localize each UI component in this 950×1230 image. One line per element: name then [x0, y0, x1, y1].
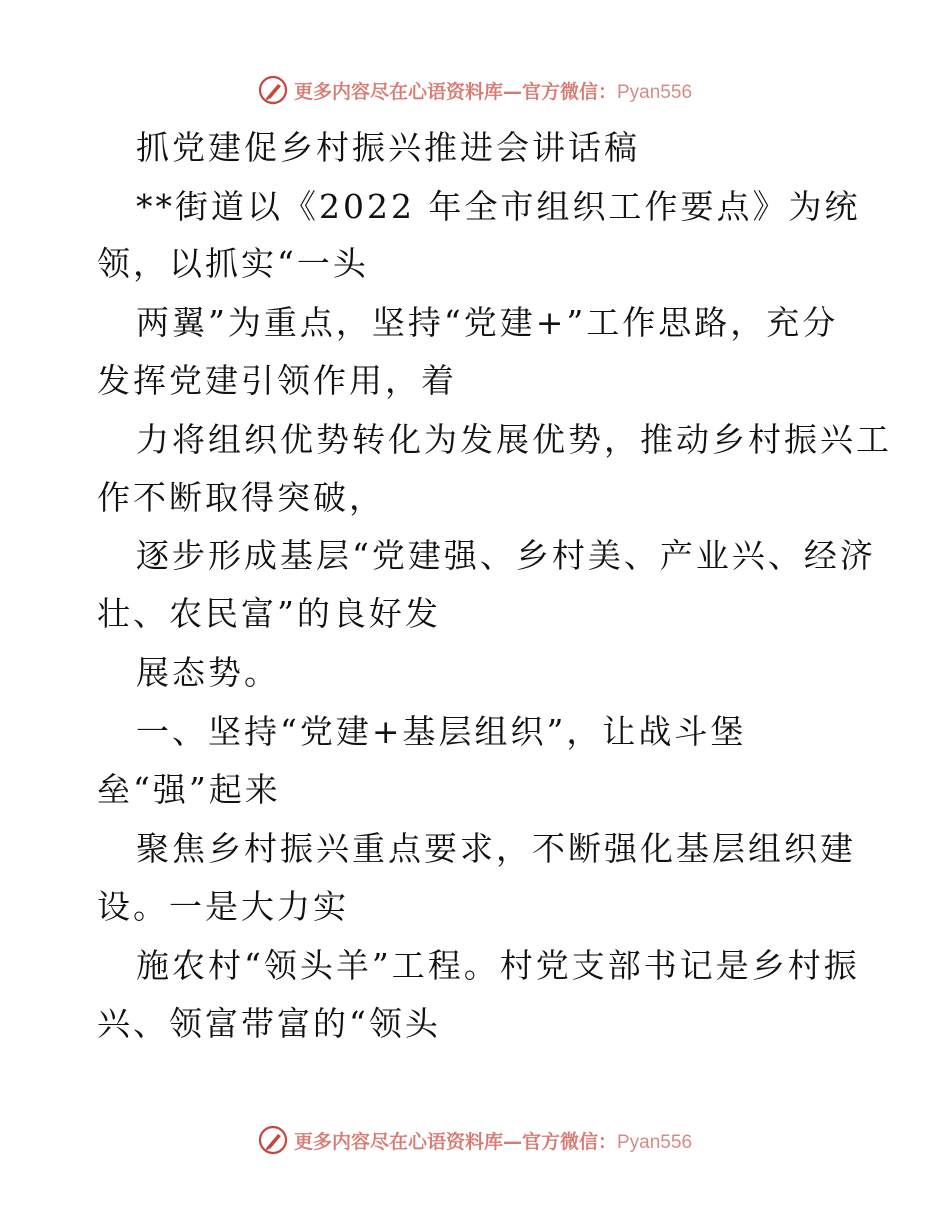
banner-site-text: 更多内容尽在心语资料库—官方微信： [293, 80, 617, 103]
banner-handle: Pyan556 [617, 81, 693, 103]
banner-site-text: 更多内容尽在心语资料库—官方微信： [293, 1130, 617, 1153]
section-heading: 一、坚持“党建+基层组织”，让战斗堡 [136, 712, 747, 751]
paragraph-line: 展态势。 [136, 653, 280, 692]
section-heading: 垒“强”起来 [97, 770, 281, 809]
paragraph-line: 逐步形成基层“党建强、乡村美、产业兴、经济 [136, 536, 876, 575]
document-title: 抓党建促乡村振兴推进会讲话稿 [136, 128, 640, 167]
banner-handle: Pyan556 [617, 1131, 693, 1153]
paragraph-line: 两翼”为重点，坚持“党建+”工作思路，充分 [136, 303, 839, 342]
pen-quill-icon [258, 75, 288, 105]
paragraph-line: 兴、领富带富的“领头 [97, 1004, 441, 1043]
paragraph-line: 力将组织优势转化为发展优势，推动乡村振兴工 [136, 420, 892, 459]
pen-quill-icon [258, 1125, 288, 1155]
paragraph-line: 施农村“领头羊”工程。村党支部书记是乡村振 [136, 946, 860, 985]
paragraph-line: 领，以抓实“一头 [97, 244, 369, 283]
paragraph-line: 作不断取得突破， [97, 478, 385, 517]
banner-text [294, 77, 692, 104]
paragraph-line: 壮、农民富”的良好发 [97, 594, 441, 633]
header-banner [0, 70, 950, 110]
footer-banner [0, 1120, 950, 1160]
paragraph-line: 设。一是大力实 [97, 887, 349, 926]
paragraph-line: 发挥党建引领作用，着 [97, 361, 457, 400]
banner-text [294, 1127, 692, 1154]
paragraph-line: **街道以《2022 年全市组织工作要点》为统 [136, 187, 861, 226]
paragraph-line: 聚焦乡村振兴重点要求，不断强化基层组织建 [136, 829, 856, 868]
